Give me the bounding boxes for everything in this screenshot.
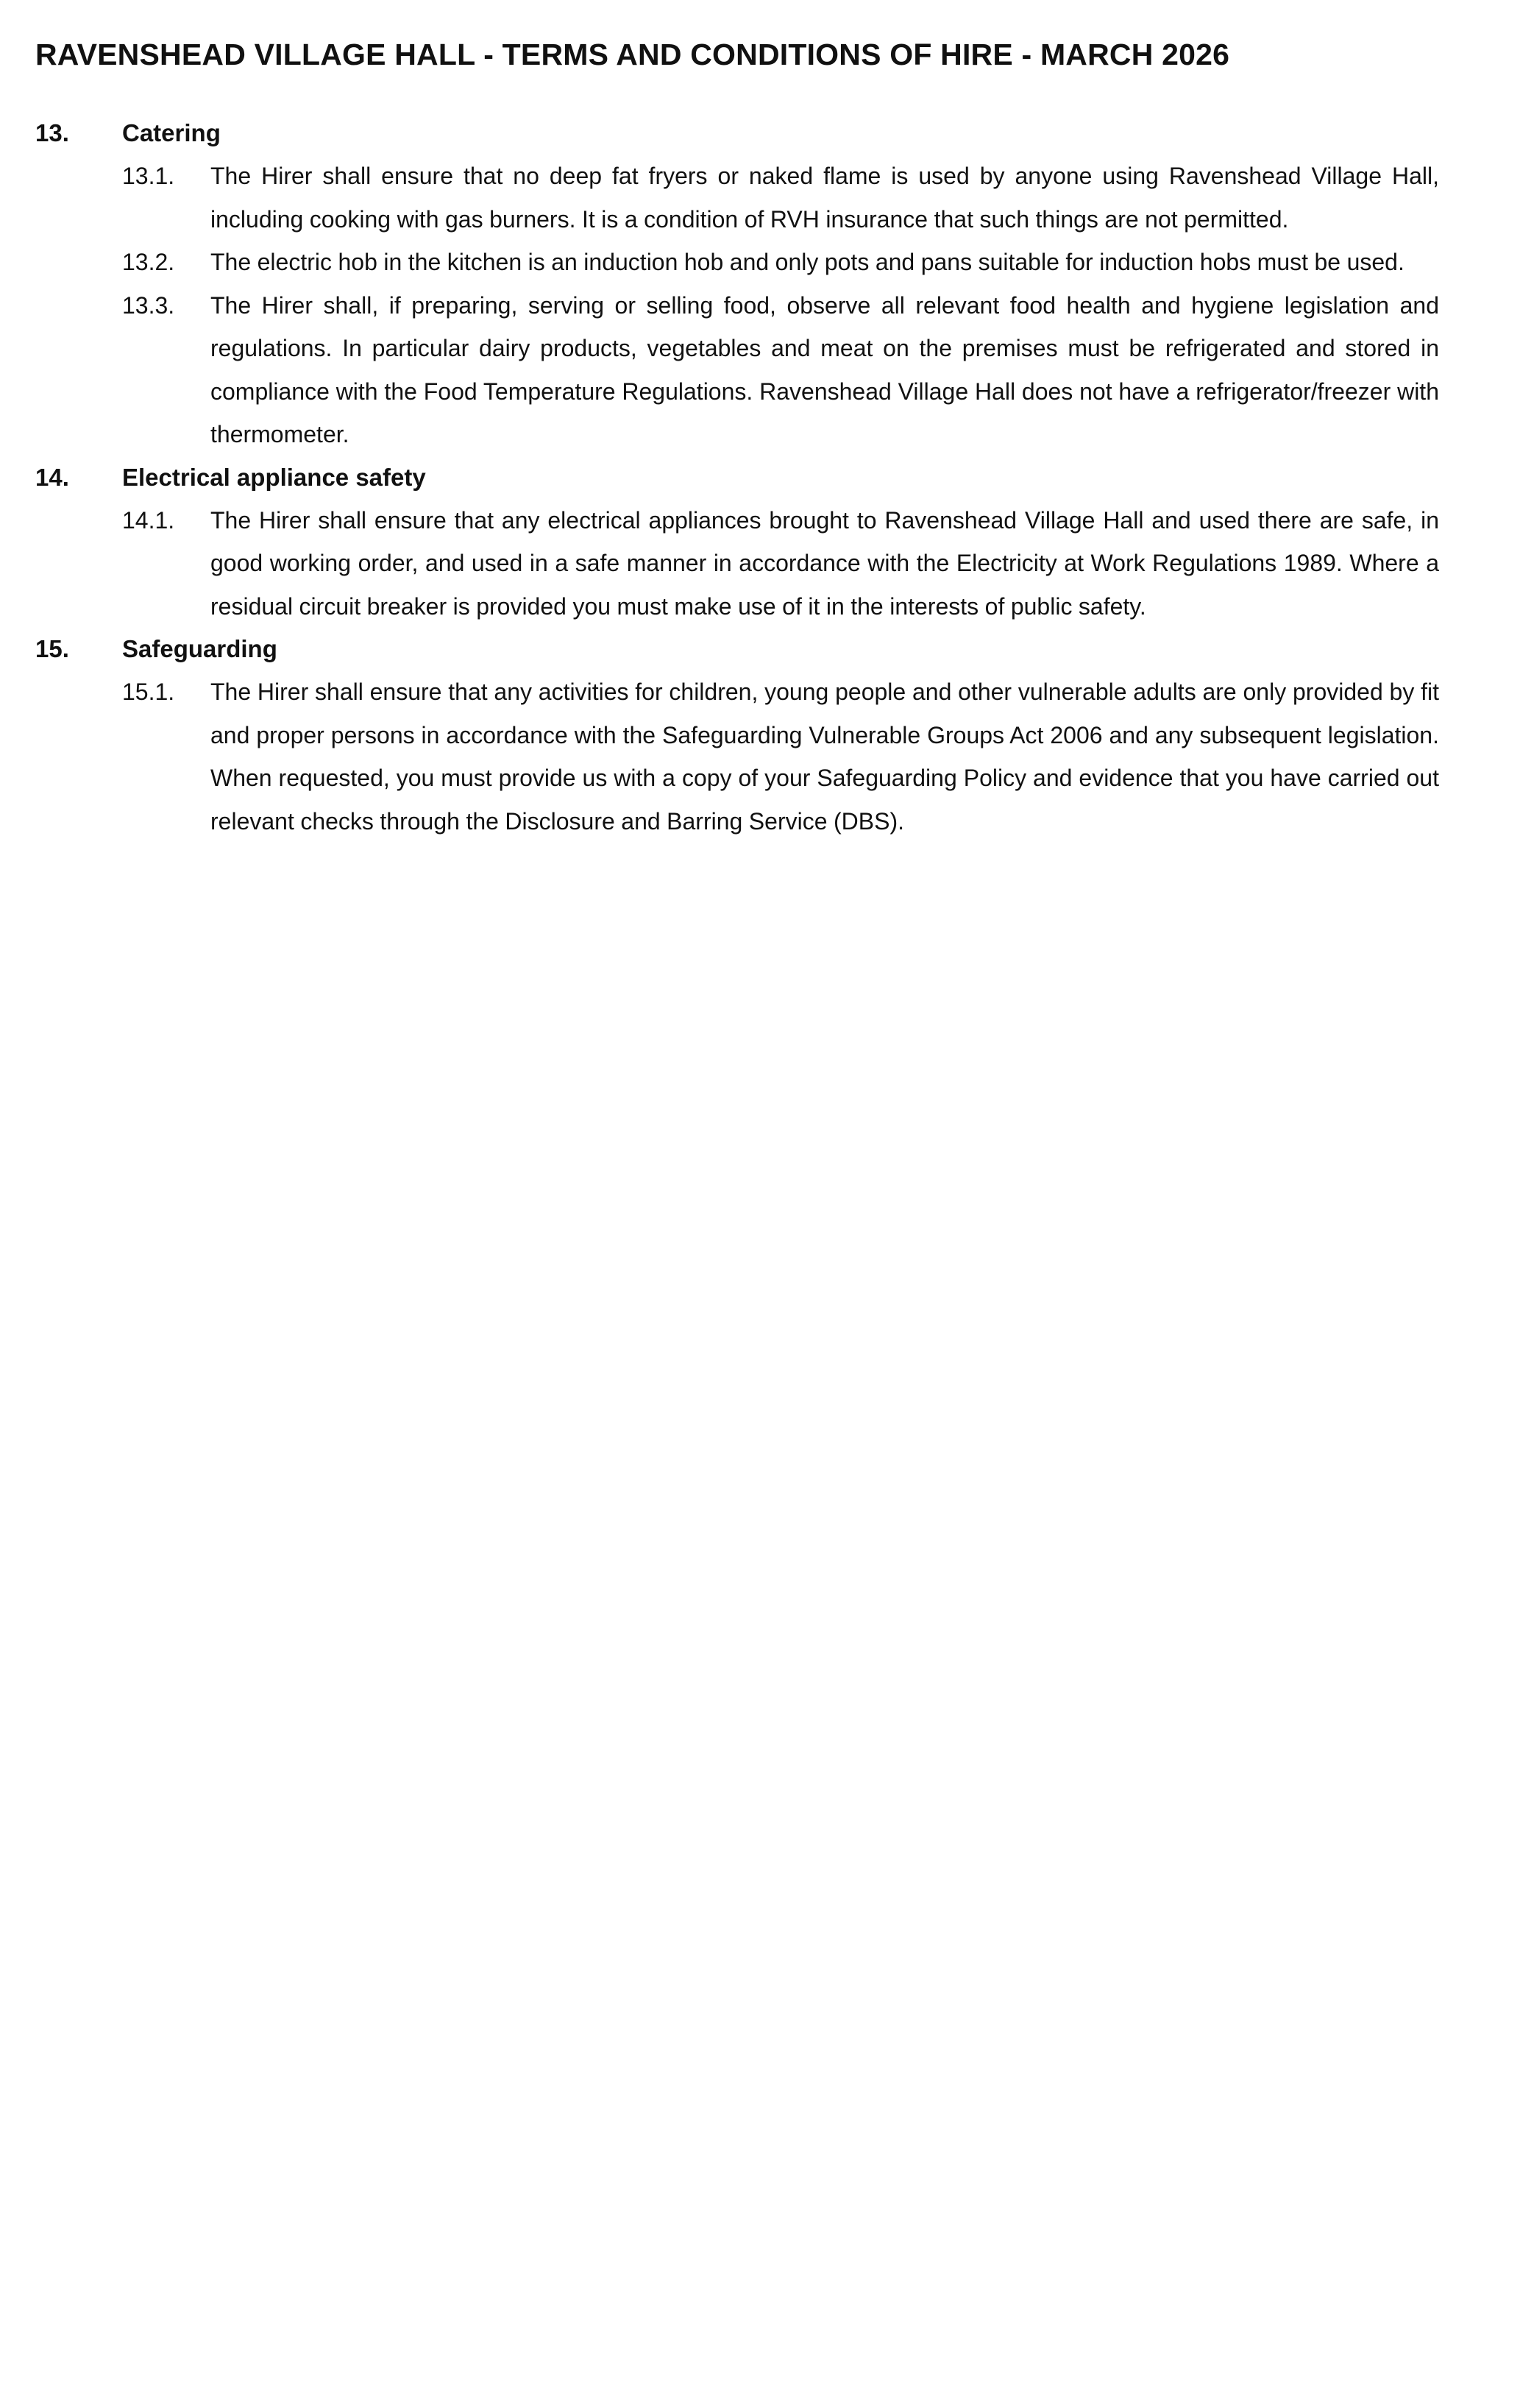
clause-number: 13.3.: [122, 291, 175, 319]
clause-13-1: [35, 155, 1439, 241]
section-title: Electrical appliance safety: [122, 463, 426, 491]
clause-text: The Hirer shall ensure that no deep fat fryers or naked flame is used by anyone using Ravenshead Village Hall, including cooking with gas burners. It is a condition of RVH insurance that such things are not permitted.: [210, 163, 1439, 233]
clause-13-2: [35, 241, 1439, 284]
clause-number: 14.1.: [122, 506, 175, 534]
section-title: Catering: [122, 119, 221, 146]
clause-15-1: [35, 670, 1439, 843]
clause-14-1: [35, 499, 1439, 628]
clause-text: The Hirer shall, if preparing, serving or selling food, observe all relevant food health and hygiene legislation and regulations. In particular dairy products, vegetables and meat on the premises must be refrigerated and stored in compliance with the Food Temperature Regulations. Ravenshead Village Hall does not have a refrigerator/freezer with thermometer.: [210, 291, 1439, 447]
section-heading-electrical-appliance-safety: [35, 456, 1439, 499]
section-number: 14.: [35, 463, 69, 491]
terms-sections: [35, 112, 1439, 843]
section-heading-catering: [35, 112, 1439, 155]
clause-text: The Hirer shall ensure that any activities for children, young people and other vulnerable adults are only provided by fit and proper persons in accordance with the Safeguarding Vulnerable Groups Act 2006 and any subsequent legislation. When requested, you must provide us with a copy of your Safeguarding Policy and evidence that you have carried out relevant checks through the Disclosure and Barring Service (DBS).: [210, 679, 1439, 835]
clause-number: 13.1.: [122, 163, 175, 189]
section-heading-safeguarding: [35, 628, 1439, 670]
clause-13-3: [35, 284, 1439, 456]
section-title: Safeguarding: [122, 635, 277, 662]
page-title: RAVENSHEAD VILLAGE HALL - TERMS AND CONDITIONS OF HIRE - MARCH 2026: [35, 38, 1230, 71]
section-number: 15.: [35, 635, 69, 662]
clause-number: 15.1.: [122, 679, 175, 705]
clause-text: The electric hob in the kitchen is an induction hob and only pots and pans suitable for induction hobs must be used.: [210, 249, 1404, 275]
clause-number: 13.2.: [122, 249, 175, 275]
clause-text: The Hirer shall ensure that any electrical appliances brought to Ravenshead Village Hall and used there are safe, in good working order, and used in a safe manner in accordance with the Electricity at Work Regulations 1989. Where a residual circuit breaker is provided you must make use of it in the interests of public safety.: [210, 506, 1439, 620]
section-number: 13.: [35, 119, 69, 146]
